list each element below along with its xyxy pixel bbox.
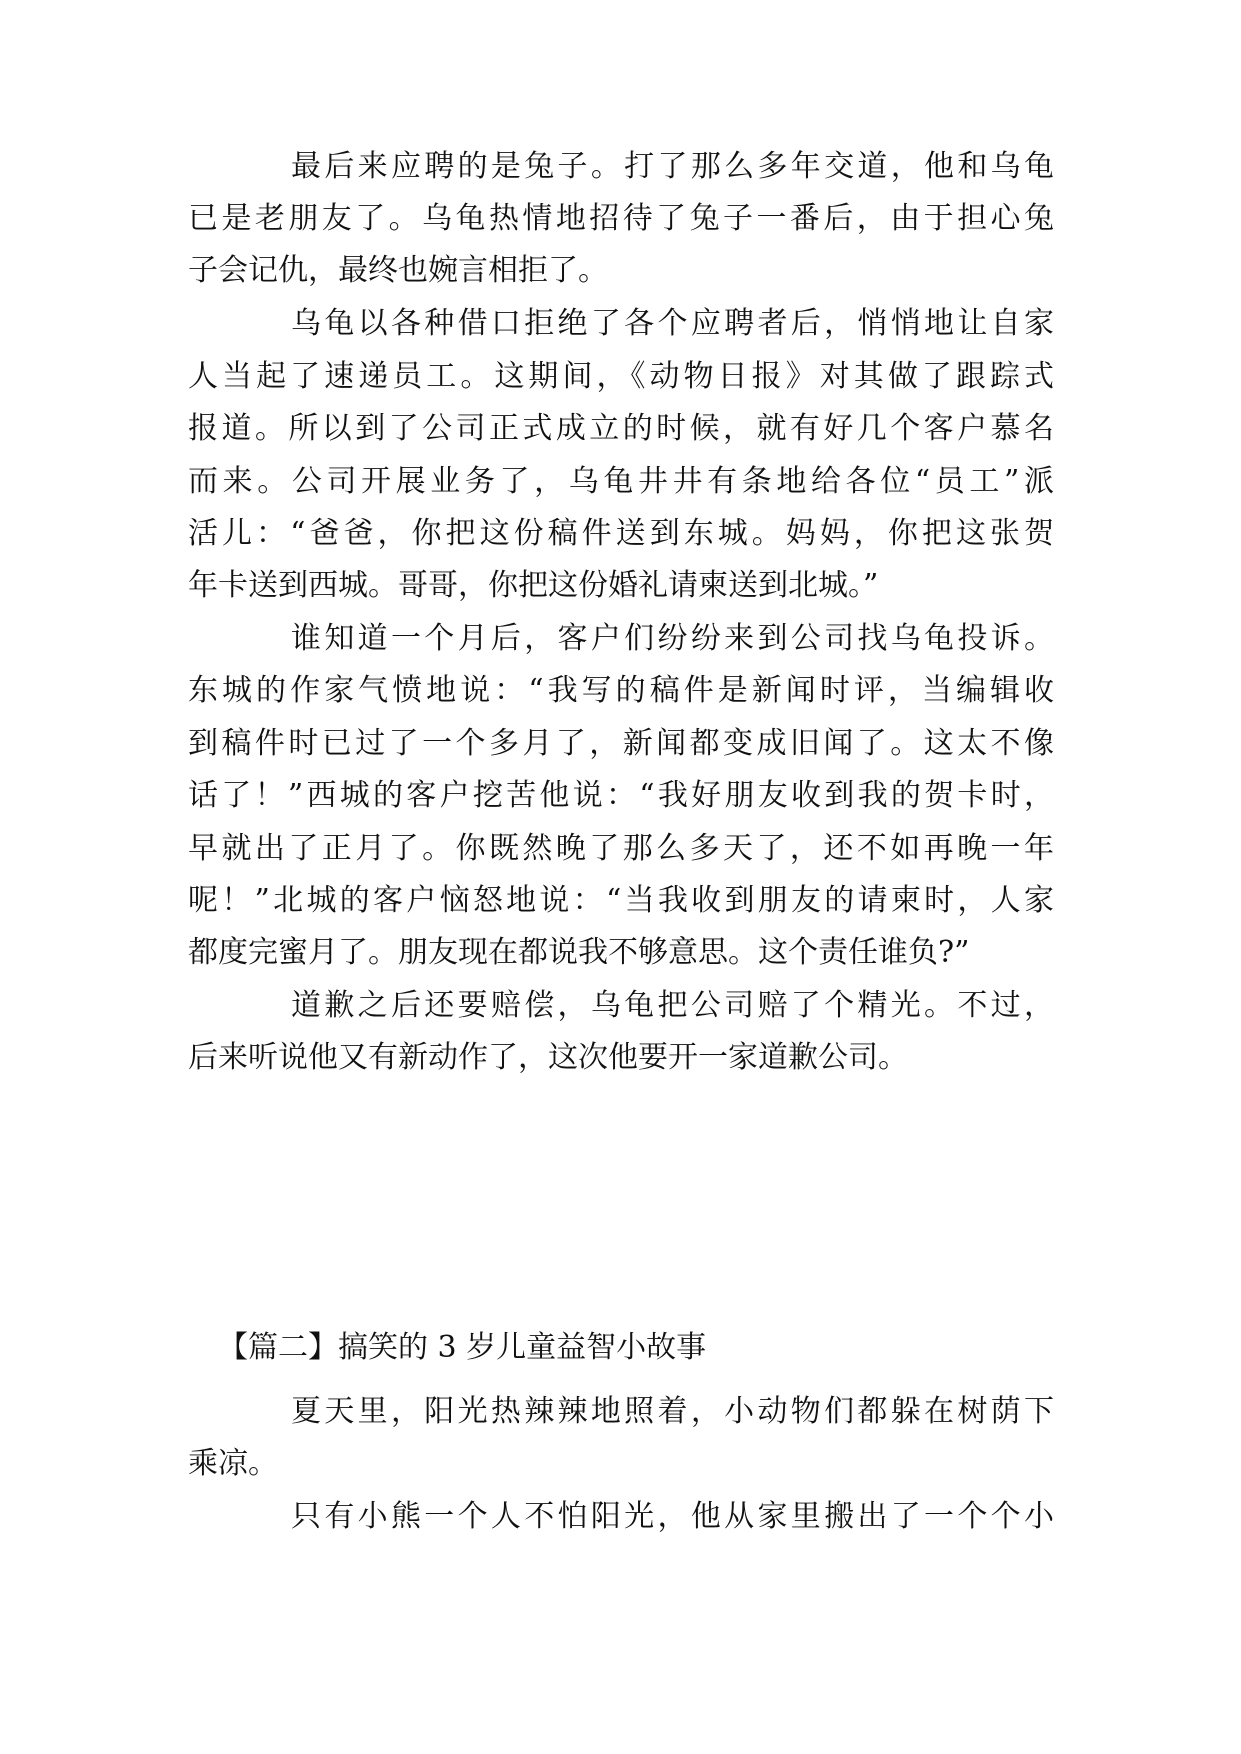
paragraph-little-bear-line: 只有小熊一个人不怕阳光，他从家里搬出了一个个小 — [291, 1499, 1054, 1534]
paragraph-customer-complaints-line: 早就出了正月了。你既然晚了那么多天了，还不如再晚一年 — [188, 831, 1054, 866]
paragraph-customer-complaints-line: 都度完蜜月了。朋友现在都说我不够意思。这个责任谁负?” — [188, 935, 970, 970]
paragraph-family-employees-line: 人当起了速递员工。这期间，《动物日报》对其做了跟踪式 — [188, 359, 1054, 394]
paragraph-family-employees-line: 乌龟以各种借口拒绝了各个应聘者后，悄悄地让自家 — [291, 306, 1054, 341]
paragraph-rabbit-applicant-line: 子会记仇，最终也婉言相拒了。 — [188, 253, 608, 288]
paragraph-customer-complaints-line: 呢！”北城的客户恼怒地说：“当我收到朋友的请柬时，人家 — [188, 883, 1054, 918]
paragraph-customer-complaints-line: 话了！”西城的客户挖苦他说：“我好朋友收到我的贺卡时， — [188, 778, 1054, 813]
paragraph-summer-shade-line: 乘凉。 — [188, 1446, 278, 1481]
paragraph-family-employees-line: 报道。所以到了公司正式成立的时候，就有好几个客户慕名 — [188, 411, 1054, 446]
paragraph-apology-company-line: 后来听说他又有新动作了，这次他要开一家道歉公司。 — [188, 1040, 908, 1075]
paragraph-apology-company-line: 道歉之后还要赔偿，乌龟把公司赔了个精光。不过， — [291, 988, 1054, 1023]
paragraph-customer-complaints-line: 谁知道一个月后，客户们纷纷来到公司找乌龟投诉。 — [291, 621, 1054, 656]
paragraph-family-employees-line: 年卡送到西城。哥哥，你把这份婚礼请柬送到北城。” — [188, 568, 879, 603]
paragraph-rabbit-applicant-line: 最后来应聘的是兔子。打了那么多年交道，他和乌龟 — [291, 149, 1054, 184]
paragraph-rabbit-applicant-line: 已是老朋友了。乌龟热情地招待了兔子一番后，由于担心兔 — [188, 201, 1054, 236]
paragraph-family-employees-line: 而来。公司开展业务了，乌龟井井有条地给各位“员工”派 — [188, 464, 1054, 499]
paragraph-family-employees-line: 活儿：“爸爸，你把这份稿件送到东城。妈妈，你把这张贺 — [188, 516, 1054, 551]
paragraph-summer-shade-line: 夏天里，阳光热辣辣地照着，小动物们都躲在树荫下 — [291, 1394, 1054, 1429]
section-heading: 【篇二】搞笑的 3 岁儿童益智小故事 — [218, 1330, 707, 1365]
paragraph-customer-complaints-line: 东城的作家气愤地说：“我写的稿件是新闻时评，当编辑收 — [188, 673, 1054, 708]
paragraph-customer-complaints-line: 到稿件时已过了一个多月了，新闻都变成旧闻了。这太不像 — [188, 726, 1054, 761]
